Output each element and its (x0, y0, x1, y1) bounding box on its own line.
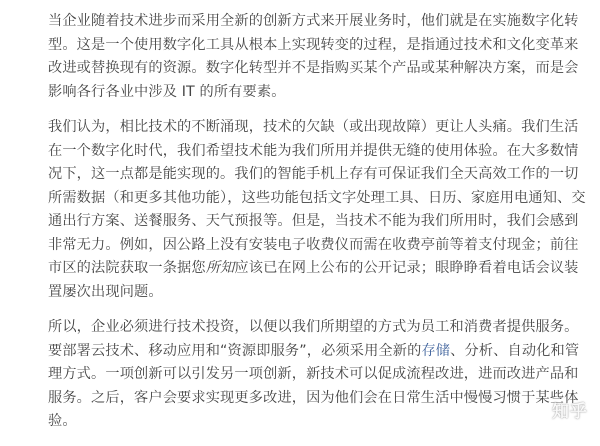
storage-link[interactable]: 存储 (421, 342, 451, 359)
paragraph-3-text-a: 所以，企业必须进行技术投资，以便以我们所期望的方式为员工和消费者提供服务。要部署云技术、移动应用和“资源即服务”，必须采用全新的 (48, 319, 579, 359)
article-body (48, 10, 588, 446)
zhihu-watermark (552, 397, 588, 422)
paragraph-1-text: 当企业随着技术进步而采用全新的创新方式来开展业务时，他们就是在实施数字化转型。这是一个使用数字化工具从根本上实现转变的过程，是指通过技术和文化变革来改进或替换现有的资源。数字化转型并不是指购买某个产品或某种解决方案，而是会影响各行各业中涉及 IT 的所有要素。 (48, 13, 579, 100)
paragraph-2-emphasis: 所知 (205, 260, 235, 276)
paragraph-1 (48, 10, 588, 104)
watermark-text: 知乎 (552, 402, 588, 422)
paragraph-3 (48, 316, 588, 434)
paragraph-2 (48, 116, 588, 304)
paragraph-2-text-b: 应该已在网上公布的公开记录；眼睁睁看着电话会议装置屡次出现问题。 (48, 260, 579, 300)
paragraph-3-text-b: 、分析、自动化和管理方式。一项创新可以引发另一项创新，新技术可以促成流程改进，进而改进产品和服务。之后，客户会要求实现更多改进，因为他们会在日常生活中慢慢习惯于某些体验。 (48, 342, 580, 429)
paragraph-2-text-a: 我们认为，相比技术的不断涌现，技术的欠缺（或出现故障）更让人头痛。我们生活在一个数字化时代，我们希望技术能为我们所用并提供无缝的使用体验。在大多数情况下，这一点都是能实现的。我们的智能手机上存有可保证我们全天高效工作的一切所需数据（和更多其他功能），这些功能包括文字处理工具、日历、家庭用电通知、交通出行方案、送餐服务、天气预报等。但是，当技术不能为我们所用时，我们会感到非常无力。例如，因公路上没有安装电子收费仪而需在收费亭前等着支付现金；前往市区的法院获取一条据您 (48, 119, 586, 276)
